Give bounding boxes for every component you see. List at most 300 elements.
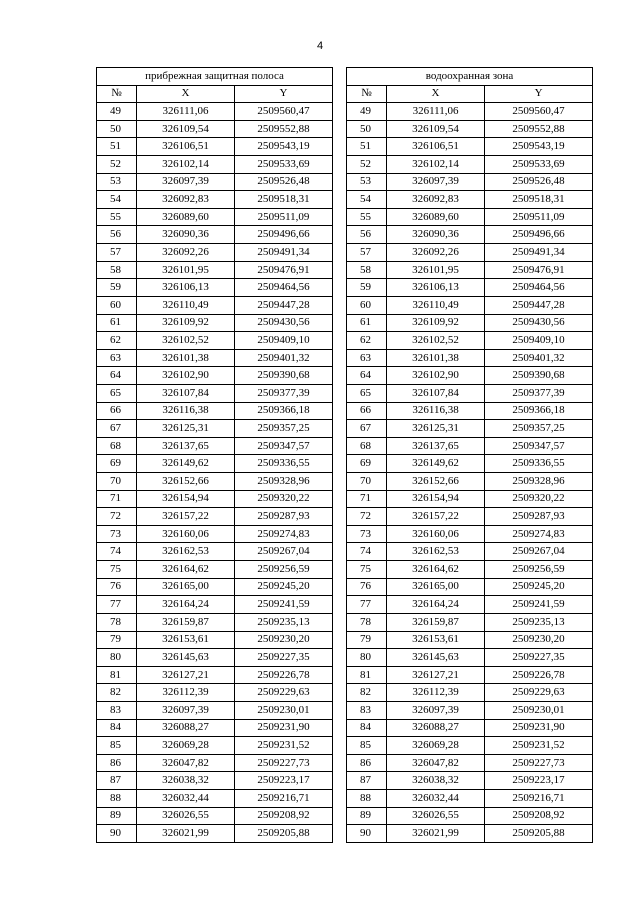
table-row	[97, 684, 593, 702]
right-point-number: 69	[347, 455, 387, 473]
right-x-value: 326154,94	[387, 490, 485, 508]
left-y-value: 2509227,73	[235, 754, 333, 772]
right-point-number: 78	[347, 613, 387, 631]
left-x-value: 326026,55	[137, 807, 235, 825]
left-col-number-header: №	[97, 85, 137, 103]
right-x-value: 326125,31	[387, 420, 485, 438]
column-gap	[333, 103, 347, 121]
right-point-number: 49	[347, 103, 387, 121]
right-x-value: 326145,63	[387, 649, 485, 667]
left-y-value: 2509409,10	[235, 332, 333, 350]
left-point-number: 58	[97, 261, 137, 279]
table-row	[97, 719, 593, 737]
left-x-value: 326106,13	[137, 279, 235, 297]
right-point-number: 50	[347, 120, 387, 138]
table-row	[97, 173, 593, 191]
left-point-number: 85	[97, 737, 137, 755]
left-point-number: 74	[97, 543, 137, 561]
right-x-value: 326047,82	[387, 754, 485, 772]
left-point-number: 77	[97, 596, 137, 614]
table-row	[97, 226, 593, 244]
right-y-value: 2509533,69	[485, 156, 593, 174]
column-gap	[333, 120, 347, 138]
column-gap	[333, 666, 347, 684]
left-y-value: 2509552,88	[235, 120, 333, 138]
left-y-value: 2509533,69	[235, 156, 333, 174]
table-row	[97, 156, 593, 174]
table-row	[97, 332, 593, 350]
left-point-number: 67	[97, 420, 137, 438]
column-gap	[333, 631, 347, 649]
right-point-number: 89	[347, 807, 387, 825]
left-y-value: 2509231,52	[235, 737, 333, 755]
right-x-value: 326160,06	[387, 525, 485, 543]
left-point-number: 65	[97, 384, 137, 402]
left-point-number: 79	[97, 631, 137, 649]
left-x-value: 326157,22	[137, 508, 235, 526]
right-point-number: 74	[347, 543, 387, 561]
left-x-value: 326153,61	[137, 631, 235, 649]
right-y-value: 2509223,17	[485, 772, 593, 790]
column-gap	[333, 349, 347, 367]
right-x-value: 326102,14	[387, 156, 485, 174]
left-point-number: 83	[97, 701, 137, 719]
left-y-value: 2509328,96	[235, 473, 333, 491]
left-point-number: 73	[97, 525, 137, 543]
table-row	[97, 349, 593, 367]
column-gap	[333, 701, 347, 719]
left-point-number: 76	[97, 578, 137, 596]
left-y-value: 2509223,17	[235, 772, 333, 790]
column-gap	[333, 490, 347, 508]
right-col-number-header: №	[347, 85, 387, 103]
column-gap	[333, 226, 347, 244]
left-point-number: 88	[97, 789, 137, 807]
right-point-number: 87	[347, 772, 387, 790]
right-y-value: 2509227,35	[485, 649, 593, 667]
right-point-number: 51	[347, 138, 387, 156]
right-point-number: 84	[347, 719, 387, 737]
column-gap	[333, 384, 347, 402]
right-point-number: 70	[347, 473, 387, 491]
right-x-value: 326102,90	[387, 367, 485, 385]
left-x-value: 326090,36	[137, 226, 235, 244]
table-row	[97, 789, 593, 807]
left-y-value: 2509230,01	[235, 701, 333, 719]
column-gap	[333, 649, 347, 667]
left-x-value: 326110,49	[137, 296, 235, 314]
table-row	[97, 772, 593, 790]
right-x-value: 326162,53	[387, 543, 485, 561]
column-gap	[333, 684, 347, 702]
right-y-value: 2509231,52	[485, 737, 593, 755]
right-point-number: 67	[347, 420, 387, 438]
left-point-number: 63	[97, 349, 137, 367]
table-row	[97, 420, 593, 438]
right-y-value: 2509409,10	[485, 332, 593, 350]
right-x-value: 326110,49	[387, 296, 485, 314]
right-y-value: 2509518,31	[485, 191, 593, 209]
right-point-number: 66	[347, 402, 387, 420]
left-x-value: 326088,27	[137, 719, 235, 737]
right-y-value: 2509390,68	[485, 367, 593, 385]
table-row	[97, 613, 593, 631]
right-y-value: 2509543,19	[485, 138, 593, 156]
column-gap	[333, 367, 347, 385]
left-x-value: 326069,28	[137, 737, 235, 755]
right-x-value: 326026,55	[387, 807, 485, 825]
right-y-value: 2509267,04	[485, 543, 593, 561]
right-point-number: 63	[347, 349, 387, 367]
right-point-number: 61	[347, 314, 387, 332]
left-x-value: 326145,63	[137, 649, 235, 667]
right-point-number: 82	[347, 684, 387, 702]
table-row	[97, 208, 593, 226]
left-x-value: 326097,39	[137, 701, 235, 719]
right-x-value: 326102,52	[387, 332, 485, 350]
right-x-value: 326106,51	[387, 138, 485, 156]
column-gap	[333, 807, 347, 825]
left-y-value: 2509464,56	[235, 279, 333, 297]
left-y-value: 2509231,90	[235, 719, 333, 737]
table-row	[97, 561, 593, 579]
right-x-value: 326088,27	[387, 719, 485, 737]
left-x-value: 326092,83	[137, 191, 235, 209]
left-x-value: 326164,24	[137, 596, 235, 614]
left-x-value: 326160,06	[137, 525, 235, 543]
table-row	[97, 666, 593, 684]
right-point-number: 73	[347, 525, 387, 543]
table-row	[97, 807, 593, 825]
right-point-number: 56	[347, 226, 387, 244]
column-gap	[333, 296, 347, 314]
column-gap	[333, 772, 347, 790]
left-x-value: 326101,38	[137, 349, 235, 367]
table-row	[97, 701, 593, 719]
coordinates-table	[96, 67, 593, 843]
right-x-value: 326109,54	[387, 120, 485, 138]
right-x-value: 326092,83	[387, 191, 485, 209]
table-row	[97, 596, 593, 614]
left-y-value: 2509430,56	[235, 314, 333, 332]
left-x-value: 326116,38	[137, 402, 235, 420]
right-x-value: 326089,60	[387, 208, 485, 226]
column-gap	[333, 191, 347, 209]
left-x-value: 326106,51	[137, 138, 235, 156]
left-point-number: 59	[97, 279, 137, 297]
left-point-number: 70	[97, 473, 137, 491]
table-row	[97, 754, 593, 772]
left-x-value: 326102,52	[137, 332, 235, 350]
right-y-value: 2509205,88	[485, 825, 593, 843]
right-y-value: 2509476,91	[485, 261, 593, 279]
right-point-number: 76	[347, 578, 387, 596]
left-point-number: 57	[97, 244, 137, 262]
left-y-value: 2509336,55	[235, 455, 333, 473]
right-point-number: 53	[347, 173, 387, 191]
right-point-number: 55	[347, 208, 387, 226]
right-y-value: 2509491,34	[485, 244, 593, 262]
left-x-value: 326102,90	[137, 367, 235, 385]
left-x-value: 326109,54	[137, 120, 235, 138]
left-y-value: 2509377,39	[235, 384, 333, 402]
left-point-number: 69	[97, 455, 137, 473]
left-y-value: 2509511,09	[235, 208, 333, 226]
right-y-value: 2509401,32	[485, 349, 593, 367]
right-x-value: 326097,39	[387, 701, 485, 719]
left-point-number: 68	[97, 437, 137, 455]
right-point-number: 58	[347, 261, 387, 279]
left-point-number: 53	[97, 173, 137, 191]
right-y-value: 2509227,73	[485, 754, 593, 772]
column-gap	[333, 437, 347, 455]
right-x-value: 326097,39	[387, 173, 485, 191]
table-row	[97, 631, 593, 649]
right-y-value: 2509241,59	[485, 596, 593, 614]
column-gap	[333, 525, 347, 543]
right-y-value: 2509256,59	[485, 561, 593, 579]
table-row	[97, 578, 593, 596]
right-y-value: 2509430,56	[485, 314, 593, 332]
column-gap	[333, 68, 347, 86]
right-point-number: 72	[347, 508, 387, 526]
left-point-number: 66	[97, 402, 137, 420]
column-gap	[333, 156, 347, 174]
right-y-value: 2509328,96	[485, 473, 593, 491]
left-col-y-header: Y	[235, 85, 333, 103]
table-row	[97, 296, 593, 314]
right-y-value: 2509496,66	[485, 226, 593, 244]
left-x-value: 326111,06	[137, 103, 235, 121]
left-x-value: 326047,82	[137, 754, 235, 772]
left-y-value: 2509526,48	[235, 173, 333, 191]
right-x-value: 326038,32	[387, 772, 485, 790]
left-y-value: 2509267,04	[235, 543, 333, 561]
table-row	[97, 508, 593, 526]
right-x-value: 326109,92	[387, 314, 485, 332]
left-x-value: 326165,00	[137, 578, 235, 596]
right-x-value: 326069,28	[387, 737, 485, 755]
left-y-value: 2509357,25	[235, 420, 333, 438]
left-y-value: 2509560,47	[235, 103, 333, 121]
right-point-number: 65	[347, 384, 387, 402]
column-gap	[333, 332, 347, 350]
left-y-value: 2509230,20	[235, 631, 333, 649]
right-x-value: 326116,38	[387, 402, 485, 420]
column-gap	[333, 508, 347, 526]
right-x-value: 326032,44	[387, 789, 485, 807]
right-y-value: 2509347,57	[485, 437, 593, 455]
right-point-number: 85	[347, 737, 387, 755]
block-title-row	[97, 68, 593, 86]
right-x-value: 326092,26	[387, 244, 485, 262]
left-x-value: 326032,44	[137, 789, 235, 807]
left-point-number: 60	[97, 296, 137, 314]
column-gap	[333, 825, 347, 843]
page-number: 4	[316, 40, 324, 52]
right-y-value: 2509366,18	[485, 402, 593, 420]
table-row	[97, 367, 593, 385]
left-x-value: 326164,62	[137, 561, 235, 579]
right-x-value: 326107,84	[387, 384, 485, 402]
right-point-number: 88	[347, 789, 387, 807]
left-y-value: 2509447,28	[235, 296, 333, 314]
right-col-y-header: Y	[485, 85, 593, 103]
table-row	[97, 473, 593, 491]
left-y-value: 2509491,34	[235, 244, 333, 262]
left-x-value: 326102,14	[137, 156, 235, 174]
right-point-number: 79	[347, 631, 387, 649]
left-point-number: 90	[97, 825, 137, 843]
right-x-value: 326153,61	[387, 631, 485, 649]
left-point-number: 55	[97, 208, 137, 226]
left-point-number: 56	[97, 226, 137, 244]
column-gap	[333, 561, 347, 579]
right-point-number: 71	[347, 490, 387, 508]
column-gap	[333, 244, 347, 262]
left-x-value: 326154,94	[137, 490, 235, 508]
left-point-number: 75	[97, 561, 137, 579]
right-y-value: 2509357,25	[485, 420, 593, 438]
right-point-number: 57	[347, 244, 387, 262]
left-point-number: 49	[97, 103, 137, 121]
table-row	[97, 737, 593, 755]
right-x-value: 326165,00	[387, 578, 485, 596]
left-point-number: 82	[97, 684, 137, 702]
right-y-value: 2509336,55	[485, 455, 593, 473]
column-gap	[333, 543, 347, 561]
table-row	[97, 120, 593, 138]
right-x-value: 326137,65	[387, 437, 485, 455]
left-col-x-header: X	[137, 85, 235, 103]
right-point-number: 52	[347, 156, 387, 174]
left-point-number: 61	[97, 314, 137, 332]
right-point-number: 80	[347, 649, 387, 667]
column-gap	[333, 596, 347, 614]
left-x-value: 326021,99	[137, 825, 235, 843]
table-row	[97, 261, 593, 279]
column-gap	[333, 578, 347, 596]
right-x-value: 326127,21	[387, 666, 485, 684]
left-x-value: 326152,66	[137, 473, 235, 491]
left-y-value: 2509320,22	[235, 490, 333, 508]
left-x-value: 326038,32	[137, 772, 235, 790]
column-gap	[333, 473, 347, 491]
left-y-value: 2509227,35	[235, 649, 333, 667]
left-x-value: 326109,92	[137, 314, 235, 332]
right-x-value: 326112,39	[387, 684, 485, 702]
column-gap	[333, 314, 347, 332]
right-y-value: 2509208,92	[485, 807, 593, 825]
left-y-value: 2509496,66	[235, 226, 333, 244]
left-point-number: 80	[97, 649, 137, 667]
left-point-number: 81	[97, 666, 137, 684]
right-y-value: 2509274,83	[485, 525, 593, 543]
left-y-value: 2509208,92	[235, 807, 333, 825]
table-row	[97, 490, 593, 508]
table-row	[97, 138, 593, 156]
left-y-value: 2509256,59	[235, 561, 333, 579]
right-block-title: водоохранная зона	[347, 68, 593, 86]
left-x-value: 326159,87	[137, 613, 235, 631]
right-y-value: 2509216,71	[485, 789, 593, 807]
left-x-value: 326137,65	[137, 437, 235, 455]
right-point-number: 62	[347, 332, 387, 350]
right-y-value: 2509226,78	[485, 666, 593, 684]
left-y-value: 2509287,93	[235, 508, 333, 526]
table-row	[97, 525, 593, 543]
left-x-value: 326097,39	[137, 173, 235, 191]
left-point-number: 51	[97, 138, 137, 156]
right-x-value: 326164,62	[387, 561, 485, 579]
right-y-value: 2509377,39	[485, 384, 593, 402]
right-point-number: 68	[347, 437, 387, 455]
column-header-row	[97, 85, 593, 103]
left-point-number: 78	[97, 613, 137, 631]
left-y-value: 2509229,63	[235, 684, 333, 702]
right-x-value: 326101,95	[387, 261, 485, 279]
right-x-value: 326106,13	[387, 279, 485, 297]
left-point-number: 89	[97, 807, 137, 825]
left-y-value: 2509241,59	[235, 596, 333, 614]
column-gap	[333, 402, 347, 420]
left-y-value: 2509245,20	[235, 578, 333, 596]
table-row	[97, 455, 593, 473]
right-y-value: 2509447,28	[485, 296, 593, 314]
left-y-value: 2509518,31	[235, 191, 333, 209]
column-gap	[333, 138, 347, 156]
column-gap	[333, 737, 347, 755]
left-x-value: 326092,26	[137, 244, 235, 262]
column-gap	[333, 173, 347, 191]
right-point-number: 54	[347, 191, 387, 209]
right-y-value: 2509230,20	[485, 631, 593, 649]
right-x-value: 326152,66	[387, 473, 485, 491]
table-row	[97, 825, 593, 843]
right-point-number: 59	[347, 279, 387, 297]
right-y-value: 2509320,22	[485, 490, 593, 508]
right-col-x-header: X	[387, 85, 485, 103]
left-point-number: 64	[97, 367, 137, 385]
left-y-value: 2509366,18	[235, 402, 333, 420]
left-x-value: 326125,31	[137, 420, 235, 438]
table-row	[97, 244, 593, 262]
left-x-value: 326162,53	[137, 543, 235, 561]
right-point-number: 90	[347, 825, 387, 843]
left-point-number: 71	[97, 490, 137, 508]
right-y-value: 2509552,88	[485, 120, 593, 138]
column-gap	[333, 208, 347, 226]
left-point-number: 86	[97, 754, 137, 772]
right-x-value: 326111,06	[387, 103, 485, 121]
right-y-value: 2509560,47	[485, 103, 593, 121]
right-point-number: 60	[347, 296, 387, 314]
left-y-value: 2509347,57	[235, 437, 333, 455]
left-x-value: 326112,39	[137, 684, 235, 702]
right-x-value: 326159,87	[387, 613, 485, 631]
right-x-value: 326157,22	[387, 508, 485, 526]
table-row	[97, 437, 593, 455]
right-point-number: 64	[347, 367, 387, 385]
column-gap	[333, 279, 347, 297]
column-gap	[333, 420, 347, 438]
right-point-number: 77	[347, 596, 387, 614]
table-row	[97, 279, 593, 297]
left-point-number: 54	[97, 191, 137, 209]
left-y-value: 2509401,32	[235, 349, 333, 367]
left-y-value: 2509226,78	[235, 666, 333, 684]
left-y-value: 2509274,83	[235, 525, 333, 543]
